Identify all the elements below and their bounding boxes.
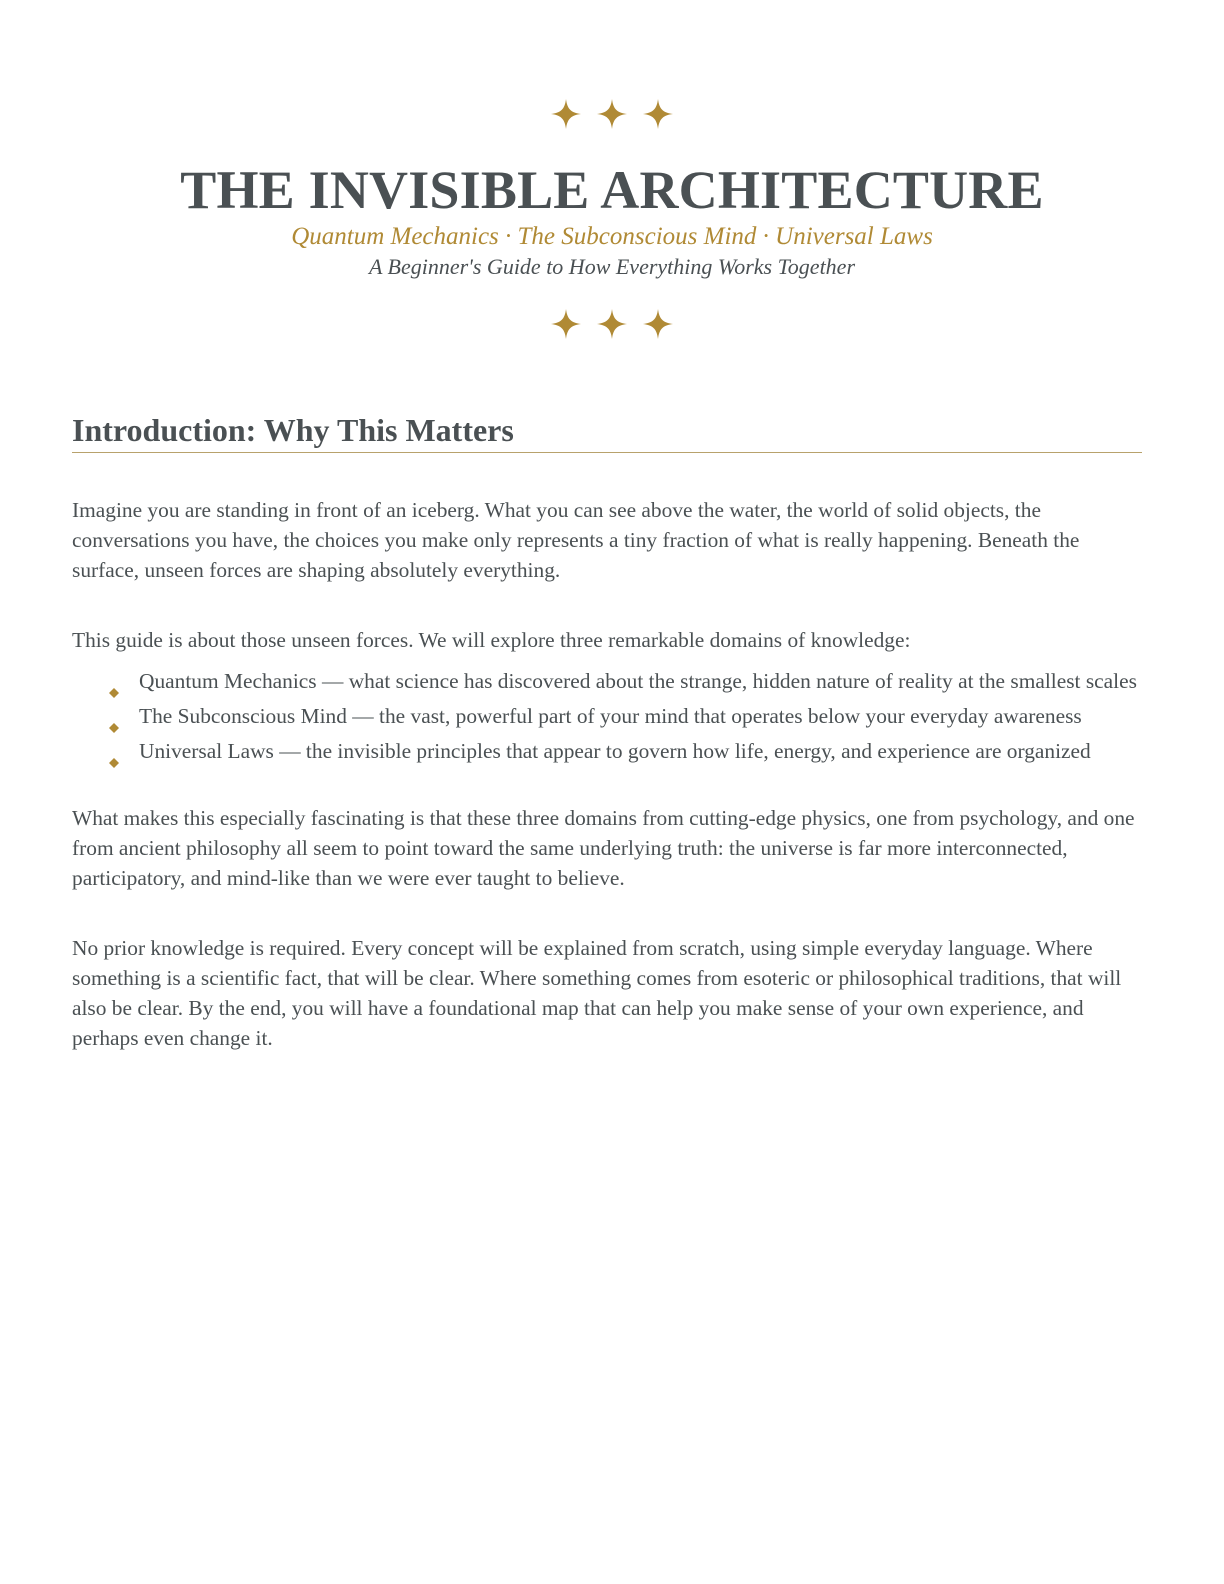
four-point-star-icon [642,98,674,130]
section-heading: Introduction: Why This Matters [72,408,1142,453]
list-item-text: The Subconscious Mind — the vast, powerful part of your mind that operates below your everyday awareness [139,704,1082,728]
diamond-bullet-icon [109,676,119,686]
list-item [139,701,1142,731]
list-item [139,666,1142,696]
top-ornament [0,98,1224,130]
list-item [139,736,1142,766]
document-title: THE INVISIBLE ARCHITECTURE [180,160,1044,220]
document-tagline: A Beginner's Guide to How Everything Works Together [368,254,856,279]
paragraph: What makes this especially fascinating is that these three domains from cutting-edge physics, one from psychology, and one from ancient philosophy all seem to point toward the same underlying truth: the universe is far more interconnected, participatory, and mind-like than we were ever taught to believe. [72,806,1135,890]
paragraph: Imagine you are standing in front of an iceberg. What you can see above the water, the world of solid objects, the conversations you have, the choices you make only represents a tiny fraction of what is really happening. Beneath the surface, unseen forces are shaping absolutely everything. [72,498,1080,582]
list-item-text: Quantum Mechanics — what science has discovered about the strange, hidden nature of reality at the smallest scales [139,669,1137,693]
document-subtitle: Quantum Mechanics · The Subconscious Mind · Universal Laws [291,223,933,250]
paragraph: No prior knowledge is required. Every concept will be explained from scratch, using simple everyday language. Where something is a scientific fact, that will be clear. Where something comes from esoteric or philosophical traditions, that will also be clear. By the end, you will have a foundational map that can help you make sense of your own experience, and perhaps even change it. [72,936,1122,1050]
four-point-star-icon [596,98,628,130]
diamond-bullet-icon [109,711,119,721]
four-point-star-icon [642,308,674,340]
four-point-star-icon [596,308,628,340]
section-introduction [72,408,1142,1053]
paragraph: This guide is about those unseen forces. We will explore three remarkable domains of knowledge: [72,628,911,652]
list-item-text: Universal Laws — the invisible principles that appear to govern how life, energy, and experience are organized [139,739,1091,763]
domains-list [72,666,1142,766]
bottom-ornament [0,308,1224,340]
four-point-star-icon [550,98,582,130]
four-point-star-icon [550,308,582,340]
diamond-bullet-icon [109,746,119,756]
